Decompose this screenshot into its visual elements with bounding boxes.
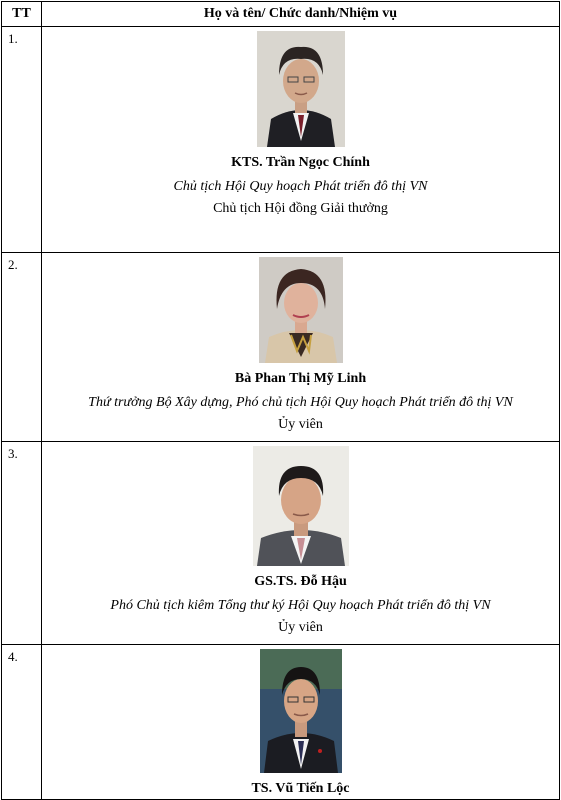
member-name: Bà Phan Thị Mỹ Linh xyxy=(234,371,367,386)
member-name: GS.TS. Đỗ Hậu xyxy=(254,574,347,589)
member-cell xyxy=(42,253,560,442)
member-title: Thứ trưởng Bộ Xây dựng, Phó chủ tịch Hội Quy hoạch Phát triển đô thị VN xyxy=(88,395,513,410)
member-role: Ủy viên xyxy=(278,620,323,635)
table-row xyxy=(2,645,560,800)
member-cell xyxy=(42,645,560,800)
member-index: 2. xyxy=(2,253,42,442)
member-index: 4. xyxy=(2,645,42,800)
member-cell xyxy=(42,27,560,253)
member-cell xyxy=(42,442,560,645)
portrait-photo xyxy=(253,446,349,566)
member-index: 1. xyxy=(2,27,42,253)
member-title: Phó Chủ tịch kiêm Tổng thư ký Hội Quy hoạch Phát triển đô thị VN xyxy=(110,598,491,613)
member-role: Chủ tịch Hội đồng Giải thưởng xyxy=(213,201,388,216)
member-title: Chủ tịch Hội Quy hoạch Phát triển đô thị VN xyxy=(173,179,428,194)
members-table xyxy=(1,1,560,800)
portrait-photo xyxy=(259,257,343,363)
header-row xyxy=(2,2,560,27)
member-role: Ủy viên xyxy=(278,417,323,432)
portrait-photo xyxy=(257,31,345,147)
member-index: 3. xyxy=(2,442,42,645)
table-row xyxy=(2,442,560,645)
header-info: Họ và tên/ Chức danh/Nhiệm vụ xyxy=(42,2,560,27)
table-row xyxy=(2,27,560,253)
portrait-photo xyxy=(260,649,342,773)
header-tt: TT xyxy=(2,2,42,27)
member-name: TS. Vũ Tiến Lộc xyxy=(251,781,350,796)
member-name: KTS. Trần Ngọc Chính xyxy=(231,155,370,170)
table-row xyxy=(2,253,560,442)
